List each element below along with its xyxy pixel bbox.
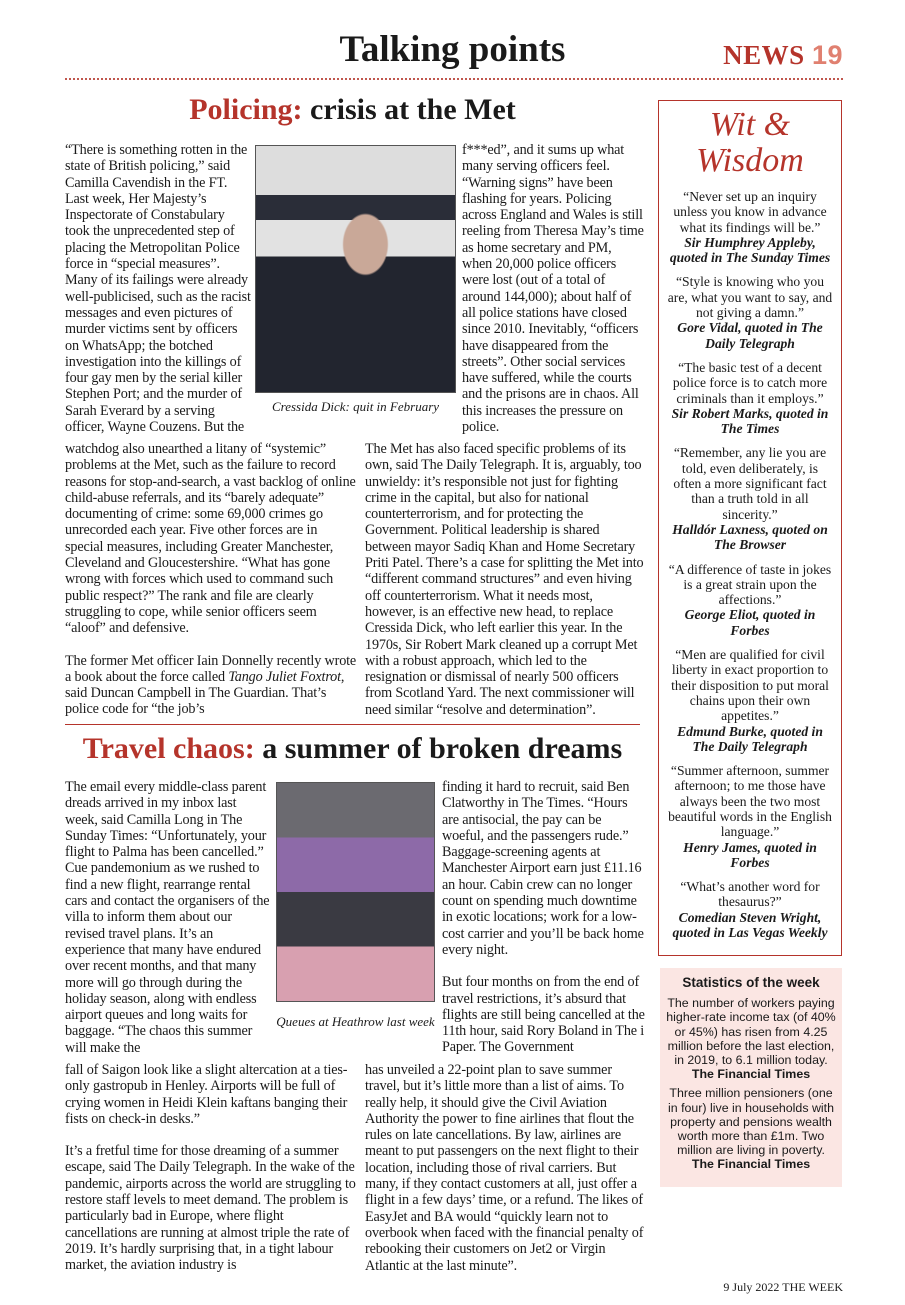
section-name: NEWS — [723, 40, 805, 70]
quote — [667, 360, 833, 436]
quote-source: Sir Humphrey Appleby, quoted in The Sunday Times — [669, 234, 831, 266]
travel-col2-cont: has unveiled a 22-point plan to save summer travel, but it’s little more than a list of aims. To really help, it should give the Civil Aviation Authority the power to fine airlines that flout the rules on late cancellations. By law, airlines are meant to put passengers on the next flight to their location, including those of rival carriers. But many, if they contact customers at all, just offer a flight in a few days’ time, or a refund. The likes of EasyJet and BA would “quickly learn not to overbook when faced with the financial penalty of rebooking their customers on Jet2 or Virgin Atlantic at the last minute”. — [365, 1062, 644, 1274]
header-divider — [65, 78, 843, 80]
travel-headline — [65, 731, 640, 767]
stat-source: The Financial Times — [691, 1067, 811, 1082]
headline-text: crisis at the Met — [310, 93, 516, 126]
quote — [667, 189, 833, 265]
statistics-box — [660, 968, 842, 1187]
quote-source: Halldór Laxness, quoted on The Browser — [672, 521, 828, 553]
paragraph: fall of Saigon look like a slight altercation at a ties-only gastropub in Henley. Airports will be full of crying women in Heidi Klein kaftans banging their fists on check-in desks.” — [65, 1062, 348, 1127]
stats-title: Statistics of the week — [682, 975, 820, 990]
stat-text: Three million pensioners (one in four) live in households with property and pensions wealth worth more than £1m. Two million are living in poverty. — [668, 1086, 834, 1158]
quote-source: Gore Vidal, quoted in The Daily Telegraph — [677, 320, 823, 351]
policing-col1: “There is something rotten in the state of British policing,” said Camilla Cavendish in the FT. Last week, Her Majesty’s Inspectorate of Constabulary took the unprecedented step of placing the Metropolitan Police force in “special measures”. Many of its failings were already well-publicised, such as the racist messages and even pictures of murder victims sent by officers on WhatsApp; the botched investigation into the killings of four gay men by the serial killer Stephen Port; and the murder of Sarah Everard by a serving officer, Wayne Couzens. But the — [65, 142, 251, 436]
quote-text: “What’s another word for thesaurus?” — [680, 879, 820, 910]
section-label — [723, 40, 843, 71]
stat-source: The Financial Times — [691, 1157, 811, 1172]
page-number: 19 — [811, 40, 843, 70]
page-title: Talking points — [339, 29, 566, 70]
policing-col2: f***ed”, and it sums up what many serving officers feel. “Warning signs” have been flashing for years. Policing across England and Wales is still reeling from Theresa May’s time as home secretary and PM, when 20,000 police officers were lost (out of a total of around 144,000); about half of all police stations have closed since 2010. Inevitably, “officers have disappeared from the streets”. Other social services have suffered, while the courts and the prisons are in chaos. All this increases the pressure on police. — [462, 142, 644, 436]
quote-source: Comedian Steven Wright, quoted in Las Vegas Weekly — [672, 909, 828, 941]
paragraph: finding it hard to recruit, said Ben Clatworthy in The Times. “Hours are antisocial, the pay can be woeful, and the passengers rude.” Baggage-screening agents at Manchester Airport earn just £11.16 an hour. Cabin crew can no longer count on spending much downtime in exotic locations; work for a low-cost carrier and you’ll be back home every night. — [442, 779, 644, 958]
quote-text: “Men are qualified for civil liberty in exact proportion to their disposition to put moral chains upon their own appetites.” — [671, 647, 829, 724]
issue-date: 9 July 2022 — [723, 1280, 780, 1294]
headline-kicker: Travel chaos: — [82, 732, 255, 765]
travel-col2 — [442, 779, 645, 1056]
policing-col2-cont: The Met has also faced specific problems of its own, said The Daily Telegraph. It is, arguably, too unwieldy: it’s responsible not just for fighting crime in the capital, but also for national counterterrorism, and for protecting the Government. Political leadership is shared between mayor Sadiq Khan and Home Secretary Priti Patel. There’s a case for splitting the Met into “different command structures” and even hiving off counterterrorism. What it needs most, however, is an effective new head, to replace Cressida Dick, who left earlier this year. In the 1970s, Sir Robert Mark cleaned up a corrupt Met with a robust approach, which led to the resignation or dismissal of nearly 500 officers from Scotland Yard. The next commissioner will need similar “resolve and determination”. — [365, 441, 644, 718]
paragraph: It’s a fretful time for those dreaming of a summer escape, said The Daily Telegraph. In the wake of the pandemic, airports across the world are struggling to restore staff levels to meet demand. The problem is particularly bad in Europe, where flight cancellations are running at almost triple the rate of 2019. It’s hardly surprising that, in a tight labour market, the aviation industry is — [65, 1143, 356, 1274]
article-divider — [65, 724, 640, 725]
policing-col1-cont — [65, 441, 357, 718]
text: , said Duncan Campbell in The Guardian. That’s police code for “the job’s — [65, 668, 345, 718]
quote-text: “A difference of taste in jokes is a great strain upon the affections.” — [668, 561, 832, 608]
heathrow-queue-photo — [276, 782, 435, 1002]
publication-name: THE WEEK — [782, 1280, 843, 1294]
quote-text: “Never set up an inquiry unless you know in advance what its findings will be.” — [673, 189, 827, 235]
quote-text: “Remember, any lie you are told, even deliberately, is often a more significant fact than a truth told in all sincerity.” — [673, 445, 827, 522]
headline-text: a summer of broken dreams — [262, 732, 623, 765]
stat-item — [666, 996, 836, 1081]
quote-source: Edmund Burke, quoted in The Daily Telegraph — [677, 723, 823, 754]
quote — [667, 879, 833, 940]
quote-text: “Style is knowing who you are, what you want to say, and not giving a damn.” — [667, 274, 833, 321]
photo-caption: Cressida Dick: quit in February — [271, 399, 440, 414]
quote-source: George Eliot, quoted in Forbes — [684, 607, 816, 638]
quote — [667, 763, 833, 870]
wit-title: Wit & Wisdom — [696, 106, 804, 179]
cressida-dick-photo — [255, 145, 456, 393]
travel-col1: The email every middle-class parent dreads arrived in my inbox last week, said Camilla Long in The Sunday Times: “Unfortunately, your flight to Palma has been cancelled.” Cue pandemonium as we rushed to find a new flight, rearrange rental cars and contact the organisers of the villa to inform them about our revised travel plans. It’s an experience that many have endured over recent months, and that many more will go through during the holiday season, along with endless airport queues and long waits for baggage. “The chaos this summer will make the — [65, 779, 270, 1056]
quote — [667, 647, 833, 754]
travel-col1-cont — [65, 1062, 357, 1274]
quote — [667, 445, 833, 552]
quote-source: Sir Robert Marks, quoted in The Times — [671, 405, 829, 437]
text: The former Met officer Iain Donnelly recently wrote a book about the force called — [65, 652, 357, 685]
quote-text: “The basic test of a decent police force is to catch more criminals than it employs.” — [672, 359, 828, 406]
headline-kicker: Policing: — [189, 93, 303, 126]
footer — [723, 1280, 843, 1295]
quote-source: Henry James, quoted in Forbes — [683, 839, 817, 870]
paragraph — [65, 653, 357, 718]
book-title: Tango Juliet Foxtrot — [228, 668, 341, 685]
wit-and-wisdom-box — [658, 100, 842, 956]
quote — [667, 562, 833, 638]
paragraph: But four months on from the end of travel restrictions, it’s absurd that flights are still being cancelled at the 11th hour, said Rory Boland in The i Paper. The Government — [442, 974, 645, 1056]
paragraph: watchdog also unearthed a litany of “systemic” problems at the Met, such as the failure to record reasons for stop-and-search, a vast backlog of online child-abuse referrals, and its “barely adequate” documenting of crime: some 69,000 crimes go unrecorded each year. Five other forces are in special measures, including Greater Manchester, Cleveland and Gloucestershire. “What has gone wrong with forces which used to command such public respect?” The rank and file are clearly struggling to cope, while senior officers seem “aloof” and defensive. — [65, 441, 356, 637]
quote-text: “Summer afternoon, summer afternoon; to me those have always been the two most beautiful words in the English language.” — [668, 763, 832, 840]
stat-text: The number of workers paying higher-rate income tax (of 40% or 45%) has risen from 4.25 million before the last election, in 2019, to 6.1 million today. — [666, 996, 836, 1068]
stat-item — [666, 1086, 836, 1171]
quote — [667, 274, 833, 350]
photo-caption: Queues at Heathrow last week — [276, 1014, 435, 1029]
policing-headline — [65, 92, 640, 128]
